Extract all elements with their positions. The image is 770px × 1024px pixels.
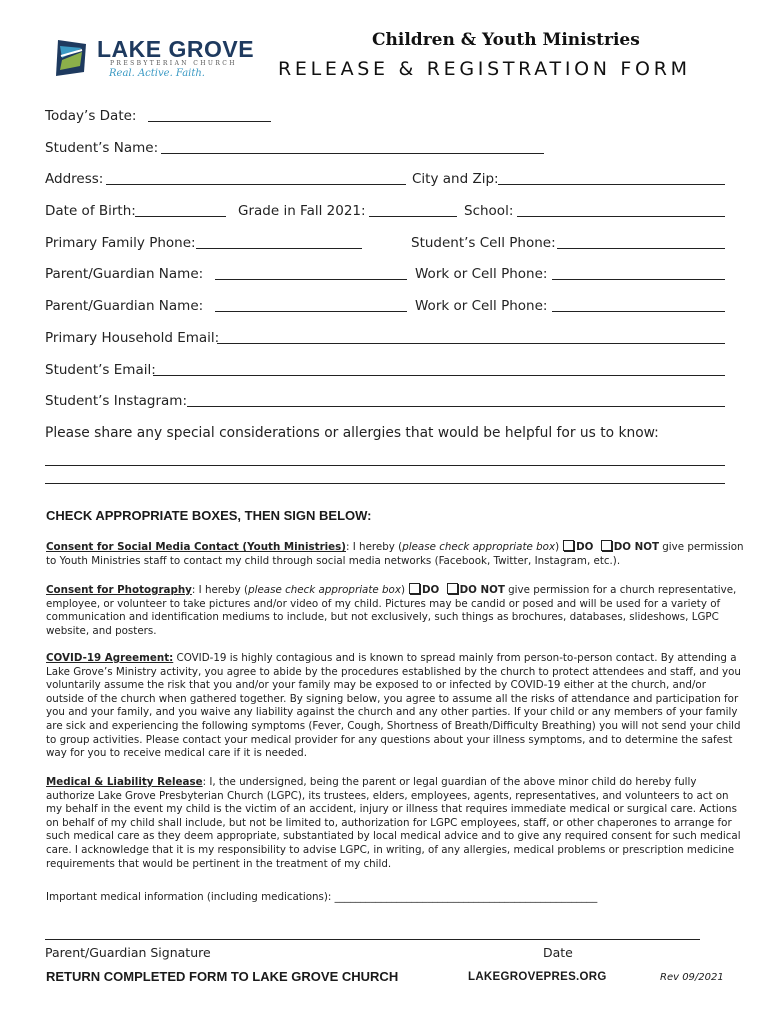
- household-email-line[interactable]: [217, 343, 725, 344]
- medical-release: Medical & Liability Release: I, the undersigned, being the parent or legal guardian of the above minor child do hereby fully authorize Lake Grove Presbyterian Church (LGPC), its trustees, elders, employees, agents, representatives, and volunteers to act on my behalf in the event my child is the victim of an accident, injury or illness that requires immediate medical or surgical care. Actions on behalf of my child shall include, but not be limited to, authorization for LGPC employees, staff, or other chaperones to arrange for such medical care as they deem appropriate, substantiated by local medical advice and to give any required consent for such medical care. I acknowledge that it is my responsibility to advise LGPC, in writing, of any allergies, medical problems or prescription medicine requirements that would be pertinent in the treatment of my child.: [46, 776, 741, 870]
- photography-heading: Consent for Photography: [46, 584, 192, 596]
- logo-tagline: Real. Active. Faith.: [109, 68, 205, 79]
- student-name-line[interactable]: [161, 153, 544, 154]
- student-instagram-line[interactable]: [187, 406, 725, 407]
- work-cell-label-1: Work or Cell Phone:: [415, 266, 548, 282]
- covid-agreement: COVID-19 Agreement: COVID-19 is highly contagious and is known to spread mainly from person-to-person contact. By attending a Lake Grove’s Ministry activity, you agree to abide by the procedures established by the church to protect attendees and staff, and you voluntarily assume the risk that you and/or your family may be exposed to or infected by COVID-19 either at the church, and/or outside of the church when gathered together. By signing below, you agree to assume all the risks of attendance and participation for you and your family, and you waive any liability against the church and any other parties. If your child or any members of your family are sick and experiencing the following symptoms (Fever, Cough, Shortness of Breath/Difficulty Breathing) you will not send your child to group activities. Please contact your medical provider for any questions about your illness symptoms, and to determine the safest way for you to receive medical care if it is needed.: [46, 652, 741, 760]
- photo-do-checkbox[interactable]: [409, 583, 420, 594]
- parent-name-line-2[interactable]: [215, 311, 407, 312]
- address-line[interactable]: [106, 184, 406, 185]
- special-considerations-line-1[interactable]: [45, 465, 725, 466]
- student-name-label: Student’s Name:: [45, 140, 159, 156]
- city-zip-line[interactable]: [498, 184, 725, 185]
- logo-name: LAKE GROVE: [97, 36, 255, 62]
- ministry-heading: Children & Youth Ministries: [372, 30, 640, 50]
- school-line[interactable]: [517, 216, 725, 217]
- logo-subtitle: PRESBYTERIAN CHURCH: [110, 60, 237, 67]
- form-title: RELEASE & REGISTRATION FORM: [278, 58, 691, 80]
- household-email-label: Primary Household Email:: [45, 330, 220, 346]
- dob-label: Date of Birth:: [45, 203, 136, 219]
- revision-label: Rev 09/2021: [660, 972, 724, 983]
- consent-section-title: CHECK APPROPRIATE BOXES, THEN SIGN BELOW:: [46, 508, 372, 523]
- grade-label: Grade in Fall 2021:: [238, 203, 366, 219]
- student-cell-label: Student’s Cell Phone:: [411, 235, 556, 251]
- social-do-not-checkbox[interactable]: [601, 540, 612, 551]
- photography-consent: Consent for Photography: I hereby (please check appropriate box) DO DO NOT give permission for a church representative, employee, or volunteer to take pictures and/or video of my child. Pictures may be candid or posed and will be used for a variety of communication and identification mediums to include, but not exclusively, such things as brochures, databases, slideshows, LGPC website, and posters.: [46, 584, 737, 637]
- student-email-label: Student’s Email:: [45, 362, 156, 378]
- social-do-checkbox[interactable]: [563, 540, 574, 551]
- parent-name-line-1[interactable]: [215, 279, 407, 280]
- medical-heading: Medical & Liability Release: [46, 776, 203, 788]
- photo-do-not-checkbox[interactable]: [447, 583, 458, 594]
- dob-line[interactable]: [135, 216, 226, 217]
- return-instructions: RETURN COMPLETED FORM TO LAKE GROVE CHURCH: [46, 969, 399, 984]
- school-label: School:: [464, 203, 514, 219]
- medical-info-field[interactable]: Important medical information (including medications): ___________________________________________________: [46, 891, 598, 903]
- work-cell-line-1[interactable]: [552, 279, 725, 280]
- city-zip-label: City and Zip:: [412, 171, 499, 187]
- church-logo-icon: [52, 36, 92, 80]
- student-instagram-label: Student’s Instagram:: [45, 393, 187, 409]
- primary-phone-label: Primary Family Phone:: [45, 235, 196, 251]
- todays-date-line[interactable]: [148, 121, 271, 122]
- work-cell-line-2[interactable]: [552, 311, 725, 312]
- special-considerations-line-2[interactable]: [45, 483, 725, 484]
- special-considerations-label: Please share any special considerations or allergies that would be helpful for us to know:: [45, 425, 659, 441]
- address-label: Address:: [45, 171, 104, 187]
- website-link[interactable]: LAKEGROVEPRES.ORG: [468, 971, 607, 983]
- social-media-heading: Consent for Social Media Contact (Youth Ministries): [46, 541, 346, 553]
- student-email-line[interactable]: [153, 375, 725, 376]
- student-cell-line[interactable]: [557, 248, 725, 249]
- signature-date-label: Date: [543, 945, 573, 960]
- signature-line[interactable]: [45, 939, 700, 940]
- parent-name-label-1: Parent/Guardian Name:: [45, 266, 204, 282]
- parent-name-label-2: Parent/Guardian Name:: [45, 298, 204, 314]
- work-cell-label-2: Work or Cell Phone:: [415, 298, 548, 314]
- covid-heading: COVID-19 Agreement:: [46, 652, 174, 664]
- signature-label: Parent/Guardian Signature: [45, 945, 211, 960]
- grade-line[interactable]: [369, 216, 457, 217]
- todays-date-label: Today’s Date:: [45, 108, 137, 124]
- primary-phone-line[interactable]: [196, 248, 362, 249]
- social-media-consent: Consent for Social Media Contact (Youth Ministries): I hereby (please check appropriate box) DO DO NOT give permission to Youth Ministries staff to contact my child through social media networks (Facebook, Twitter, Instagram, etc.).: [46, 541, 744, 567]
